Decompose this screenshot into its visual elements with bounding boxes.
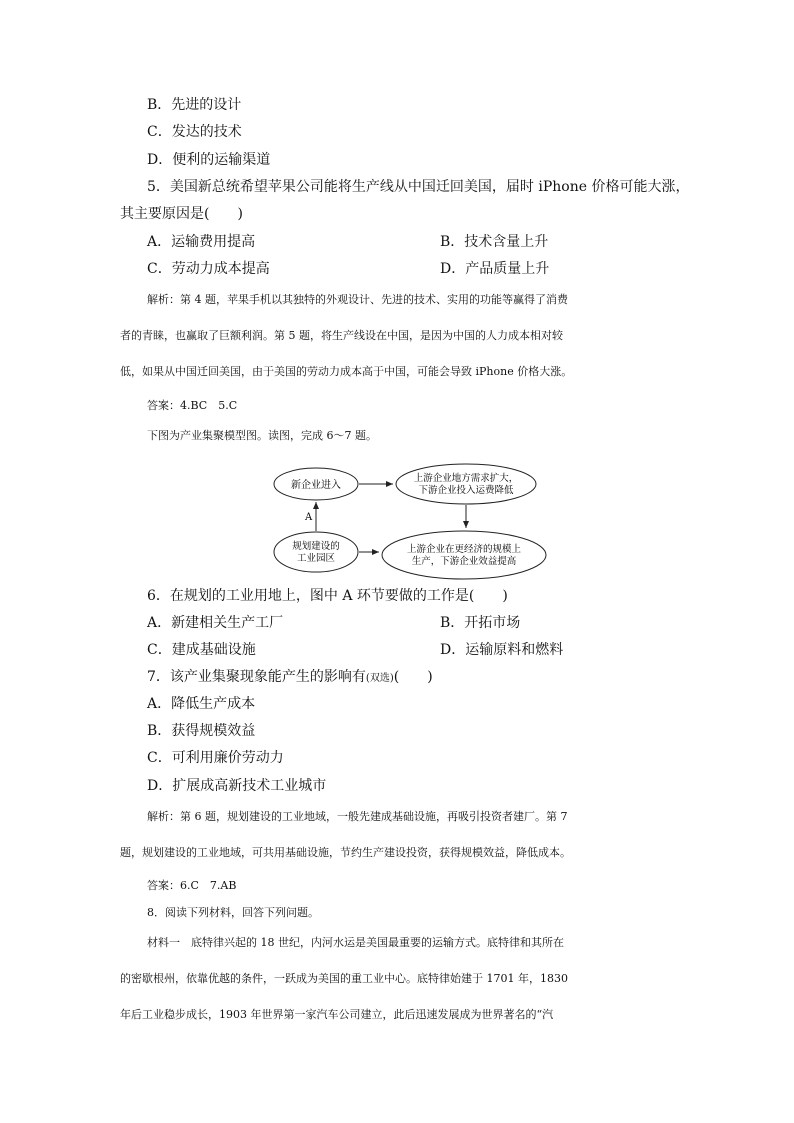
analysis-67-line1: 解析：第 6 题，规划建设的工业地域，一般先建成基础设施，再吸引投资者建厂。第 7 — [147, 810, 568, 823]
q7-option-a: A．降低生产成本 — [147, 696, 256, 712]
q6-option-a: A．新建相关生产工厂 — [147, 615, 284, 631]
q7-stem-text: 7．该产业集聚现象能产生的影响有 — [147, 669, 366, 685]
intro-67: 下图为产业集聚模型图。读图，完成 6～7 题。 — [147, 429, 377, 442]
industrial-cluster-diagram — [265, 460, 555, 582]
q5-option-a: A．运输费用提高 — [147, 234, 256, 250]
analysis-45-line1: 解析：第 4 题，苹果手机以其独特的外观设计、先进的技术、实用的功能等赢得了消费 — [147, 293, 568, 306]
node-park-text-1: 规划建设的 — [292, 541, 340, 552]
node-upstream-text-2: 下游企业投入运费降低 — [418, 485, 514, 496]
q6-stem: 6．在规划的工业用地上，图中 A 环节要做的工作是( ) — [147, 588, 508, 604]
analysis-45-line3: 低，如果从中国迁回美国，由于美国的劳动力成本高于中国，可能会导致 iPhone 价格大涨。 — [120, 365, 573, 378]
node-new-enterprise-text: 新企业进入 — [291, 480, 341, 491]
q7-option-c: C．可利用廉价劳动力 — [147, 750, 284, 766]
node-park-text-2: 工业园区 — [296, 553, 336, 564]
node-scale-economy — [382, 531, 546, 579]
q5-stem-line2: 其主要原因是( ) — [120, 206, 243, 222]
q6-option-c: C．建成基础设施 — [147, 642, 256, 658]
q7-tag: (双选) — [365, 673, 394, 684]
label-a: A — [305, 512, 313, 523]
material1-line2: 的密歇根州，依靠优越的条件，一跃成为美国的重工业中心。底特律始建于 1701 年，1830 — [120, 972, 568, 985]
analysis-67-line2: 题，规划建设的工业地域，可共用基础设施，节约生产建设投资，获得规模效益，降低成本。 — [120, 846, 571, 859]
node-industrial-park — [274, 532, 358, 572]
node-upstream-text-1: 上游企业地方需求扩大， — [413, 473, 519, 484]
material1-line3: 年后工业稳步成长，1903 年世界第一家汽车公司建立，此后迅速发展成为世界著名的“汽 — [120, 1008, 554, 1021]
q7-stem — [147, 667, 433, 689]
q4-option-d: D．便利的运输渠道 — [147, 152, 271, 168]
q5-option-b: B．技术含量上升 — [440, 234, 549, 250]
material1-line1: 材料一 底特律兴起的 18 世纪，内河水运是美国最重要的运输方式。底特律和其所在 — [147, 936, 564, 949]
analysis-45-line2: 者的青睐，也赢取了巨额利润。第 5 题，将生产线设在中国，是因为中国的人力成本相对较 — [120, 329, 563, 342]
q8-stem: 8．阅读下列材料，回答下列问题。 — [147, 906, 319, 919]
q5-stem-line1: 5．美国新总统希望苹果公司能将生产线从中国迁回美国，届时 iPhone 价格可能大涨， — [147, 179, 690, 195]
q4-option-b: B．先进的设计 — [147, 97, 242, 113]
q7-option-b: B．获得规模效益 — [147, 723, 256, 739]
node-scale-text-2: 生产，下游企业效益提高 — [411, 556, 517, 567]
q5-option-c: C．劳动力成本提高 — [147, 261, 270, 277]
answer-45: 答案：4.BC 5.C — [147, 399, 238, 412]
node-scale-text-1: 上游企业在更经济的规模上 — [406, 544, 522, 555]
q4-option-c: C．发达的技术 — [147, 124, 242, 140]
q6-option-d: D．运输原料和燃料 — [440, 642, 564, 658]
q7-paren: ( ) — [393, 669, 433, 685]
q6-option-b: B．开拓市场 — [440, 615, 521, 631]
q5-option-d: D．产品质量上升 — [440, 261, 550, 277]
answer-67: 答案：6.C 7.AB — [147, 879, 237, 892]
q7-option-d: D．扩展成高新技术工业城市 — [147, 778, 327, 794]
node-upstream-demand — [396, 464, 536, 504]
